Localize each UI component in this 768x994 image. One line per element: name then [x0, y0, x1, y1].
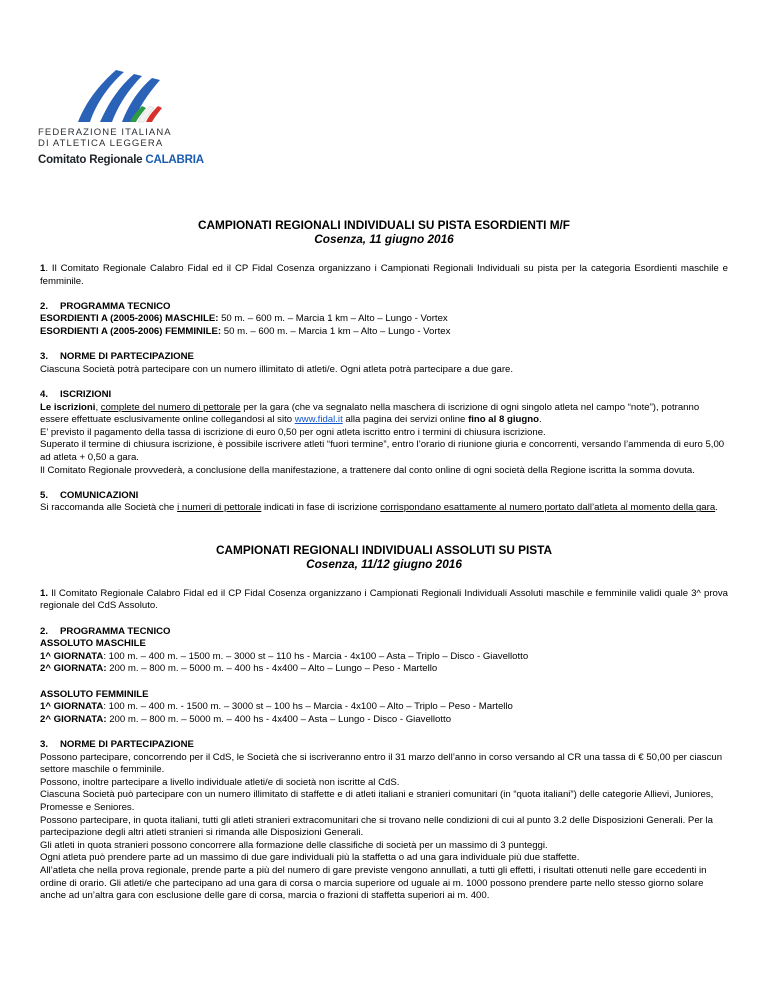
s1-p5-underline-2: corrispondano esattamente al numero portato dall’atleta al momento della gara — [380, 502, 716, 514]
fidal-website-link[interactable]: www.fidal.it — [294, 414, 343, 426]
s1-p4-text: per la gara (che va segnalato nella maschera di iscrizione di ogni singolo atleta nel campo “note”), potranno essere effettuate esclusivamente online collegandosi al sito — [40, 401, 700, 426]
s2-af-d1-label: 1^ GIORNATA — [40, 701, 104, 713]
s1-p4-end: . — [538, 414, 542, 426]
s1-h5-num: 5. — [40, 489, 49, 501]
s2-assoluto-maschile-heading: ASSOLUTO MASCHILE — [40, 638, 146, 650]
s2-am-d2-text: 200 m. – 800 m. – 5000 m. – 400 hs - 4x400 – Alto – Lungo – Peso - Martello — [106, 663, 438, 675]
s1-heading-4 — [40, 389, 728, 402]
s1-paragraph-4-3: Superato il termine di chiusura iscrizione, è possibile iscrivere atleti “fuori termine”, entro l’orario di riunione giuria e concorrenti, versando l’ammenda di euro 5,00 ad atleta + 0,50 a gara. — [40, 439, 725, 463]
s1-p4-text2: alla pagina dei servizi online — [342, 414, 469, 426]
s2-p1-text: Il Comitato Regionale Calabro Fidal ed il CP Fidal Cosenza organizzano i Campionati Regionali Individuali Assoluti maschile e femminile validi quale 3^ prova regionale del CdS Assoluto. — [40, 587, 728, 612]
logo-comitato-label: Comitato Regionale — [38, 154, 143, 166]
s1-heading-2 — [40, 301, 728, 314]
s1-heading-5 — [40, 490, 728, 503]
s1-h4-label: ISCRIZIONI — [60, 388, 112, 400]
s2-h3-num: 3. — [40, 739, 49, 750]
s2-paragraph-3-1: Possono partecipare, concorrendo per il CdS, le Società che si iscriveranno entro il 31 marzo dell’anno in corso versando al CR una tassa di € 50,00 per ciascun settore maschile o femminile. — [40, 751, 723, 776]
s1-prog-maschile — [40, 313, 728, 326]
s1-prog-f-label: ESORDIENTI A (2005-2006) FEMMINILE: — [40, 325, 222, 337]
s2-h3-label: NORME DI PARTECIPAZIONE — [60, 739, 194, 750]
s1-p4-deadline: fino al 8 giugno — [468, 414, 539, 426]
s1-p1-text: . Il Comitato Regionale Calabro Fidal ed il CP Fidal Cosenza organizzano i Campionati Regionali Individuali su pista per la categoria Esordienti maschile e femminile. — [40, 263, 728, 287]
s1-paragraph-5 — [40, 502, 728, 515]
logo-comitato — [38, 154, 204, 166]
s2-paragraph-3-5: Gli atleti in quota stranieri possono concorrere alla formazione delle classifiche di società per un massimo di 3 punteggi. — [40, 839, 548, 851]
s2-af-day1 — [40, 701, 728, 714]
s2-paragraph-3-7: All’atleta che nella prova regionale, prende parte a più del numero di gare previste vengono annullati, a tutti gli effetti, i risultati ottenuti nelle gare eccedenti in ordine di orario. Gli atleti/e che partecipano ad una gara di corsa o marcia superiore od uguale ai m. 1000 possono prendere parte nello stesso giorno solare anche ad un’altra gara con esclusione delle gare di corsa, marcia o frazioni di staffetta superiori ai m. 400. — [40, 864, 707, 902]
s2-am-d1-label: 1^ GIORNATA — [40, 650, 104, 662]
s1-paragraph-4-2: E’ previsto il pagamento della tassa di iscrizione di euro 0,50 per ogni atleta iscritto entro i termini di chiusura iscrizione. — [40, 426, 546, 438]
s1-p4-underline: complete del numero di pettorale — [100, 401, 241, 413]
s1-h3-num: 3. — [40, 351, 49, 363]
s2-af-d1-text: : 100 m. – 400 m. - 1500 m. – 3000 st – 100 hs – Marcia - 4x100 – Alto – Triplo – Peso - Martello — [103, 701, 513, 713]
fidal-emblem-icon — [76, 68, 172, 124]
document-body — [40, 218, 728, 903]
s1-p5-underline-1: i numeri di pettorale — [177, 502, 262, 514]
s1-p4-lead: Le iscrizioni — [40, 401, 96, 413]
s1-paragraph-3: Ciascuna Società potrà partecipare con un numero illimitato di atleti/e. Ogni atleta potrà partecipare a due gare. — [40, 363, 514, 375]
s2-paragraph-3-2: Possono, inoltre partecipare a livello individuale atleti/e di società non iscritte al CdS. — [40, 776, 400, 788]
s2-h2-label: PROGRAMMA TECNICO — [60, 625, 171, 637]
s1-h5-label: COMUNICAZIONI — [60, 489, 139, 501]
s2-am-day1 — [40, 651, 728, 664]
s2-af-day2 — [40, 714, 728, 727]
s2-am-day2 — [40, 663, 728, 676]
s1-p1-num: 1 — [40, 263, 46, 274]
logo-region: CALABRIA — [145, 154, 204, 166]
s1-p4-sep: , — [95, 401, 101, 413]
s2-paragraph-1 — [40, 588, 728, 613]
s2-heading-2 — [40, 626, 728, 639]
s1-paragraph-1 — [40, 263, 728, 288]
s2-am-d2-label: 2^ GIORNATA: — [40, 663, 107, 675]
s1-prog-femminile — [40, 326, 728, 339]
s1-p5-e: . — [715, 502, 718, 514]
s1-p5-c: indicati in fase di iscrizione — [261, 502, 381, 514]
s2-heading-3 — [40, 739, 728, 752]
s2-paragraph-3-4: Possono partecipare, in quota italiani, tutti gli atleti stranieri extracomunitari che si trovano nelle condizioni di cui al punto 3.2 delle Disposizioni Generali. Per la partecipazione degli altri atleti stranieri si rimanda alle Disposizioni Generali. — [40, 814, 713, 839]
s2-am-d1-text: : 100 m. – 400 m. – 1500 m. – 3000 st – 110 hs - Marcia - 4x100 – Asta – Triplo – Disco - Giavellotto — [103, 650, 529, 662]
s2-paragraph-3-3: Ciascuna Società può partecipare con un numero illimitato di staffette e di atleti italiani e stranieri comunitari (in “quota italiani”) delle categorie Allievi, Juniores, Promesse e Seniores. — [40, 789, 714, 813]
section1-title: CAMPIONATI REGIONALI INDIVIDUALI SU PISTA ESORDIENTI M/F — [197, 218, 571, 232]
s2-paragraph-3-6: Ogni atleta può prendere parte ad un massimo di due gare individuali più la staffetta o ad una gara individuale più due staffette. — [40, 852, 580, 864]
s1-h4-num: 4. — [40, 388, 49, 400]
logo-org-line1: FEDERAZIONE ITALIANA — [38, 127, 172, 138]
s1-prog-m-label: ESORDIENTI A (2005-2006) MASCHILE: — [40, 313, 219, 325]
section2-title: CAMPIONATI REGIONALI INDIVIDUALI ASSOLUTI SU PISTA — [216, 542, 552, 557]
section1-subtitle: Cosenza, 11 giugno 2016 — [314, 232, 454, 246]
section2-subtitle: Cosenza, 11/12 giugno 2016 — [306, 556, 462, 571]
fidal-logo — [38, 68, 204, 176]
s1-paragraph-4 — [40, 402, 728, 427]
s1-p5-a: Si raccomanda alle Società che — [40, 502, 178, 514]
s2-assoluto-femminile-heading: ASSOLUTO FEMMINILE — [40, 688, 149, 700]
s1-heading-3 — [40, 351, 728, 364]
s2-p1-num: 1. — [40, 587, 49, 599]
s1-paragraph-4-4: Il Comitato Regionale provvederà, a conclusione della manifestazione, a trattenere dal conto online di ogni società della Regione iscritta la somma dovuta. — [40, 464, 695, 476]
s1-h3-label: NORME DI PARTECIPAZIONE — [60, 351, 194, 363]
s1-prog-m-text: 50 m. – 600 m. – Marcia 1 km – Alto – Lungo - Vortex — [218, 313, 448, 325]
s1-h2-label: PROGRAMMA TECNICO — [60, 300, 171, 312]
s1-prog-f-text: 50 m. – 600 m. – Marcia 1 km – Alto – Lungo - Vortex — [221, 325, 451, 337]
s2-af-d2-text: 200 m. – 800 m. – 5000 m. – 400 hs - 4x400 – Asta – Lungo - Disco - Giavellotto — [106, 713, 452, 725]
logo-org-line2: DI ATLETICA LEGGERA — [38, 138, 164, 149]
s2-h2-num: 2. — [40, 625, 49, 637]
s1-h2-num: 2. — [40, 300, 49, 312]
s2-af-d2-label: 2^ GIORNATA: — [40, 713, 107, 725]
